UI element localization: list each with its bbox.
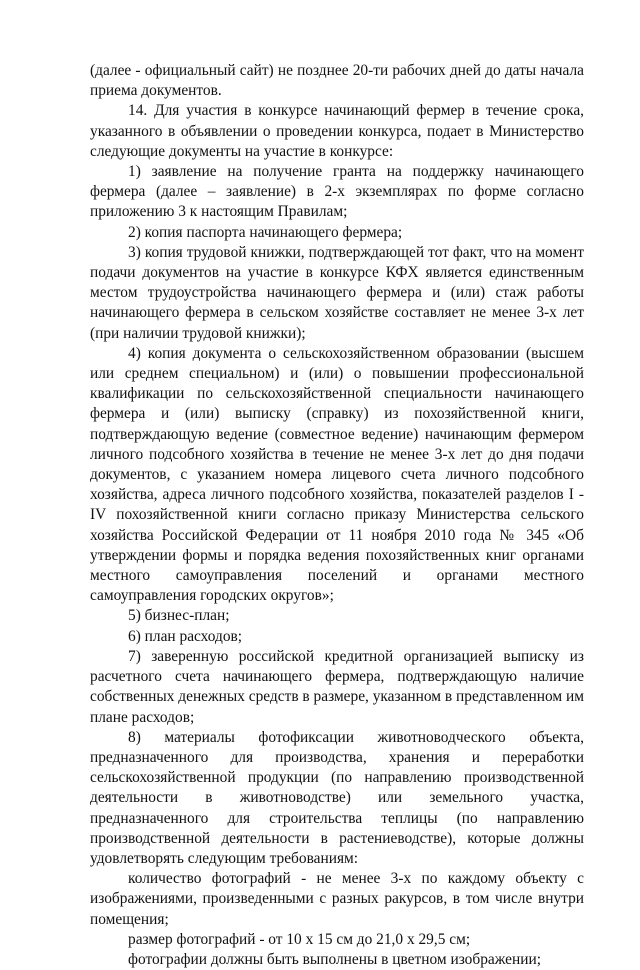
requirement-photo-count: количество фотографий - не менее 3-х по каждому объекту с изображениями, произведенными с разных ракурсов, в том числе внутри помещения;	[90, 870, 584, 928]
list-item-4: 4) копия документа о сельскохозяйственном образовании (высшем или среднем специальном) и (или) о повышении профессиональной квалификации по сельскохозяйственной специальности начинающего фермера и (или) выписку (справку) из похозяйственной книги, подтверждающую ведение (совместное ведение) начинающим фермером личного подсобного хозяйства в течение не менее 3-х лет до дня подачи документов, с указанием номера лицевого счета личного подсобного хозяйства, адреса личного подсобного хозяйства, показателей разделов I - IV похозяйственной книги согласно приказу Министерства сельского хозяйства Российской Федерации от 11 ноября 2010 года № 345 «Об утверждении формы и порядка ведения похозяйственных книг органами местного самоуправления поселений и органами местного самоуправления городских округов»;	[90, 344, 584, 605]
list-item-1: 1) заявление на получение гранта на поддержку начинающего фермера (далее – заявление) в 2-х экземплярах по форме согласно приложению 3 к настоящим Правилам;	[90, 163, 584, 221]
list-item-3: 3) копия трудовой книжки, подтверждающей тот факт, что на момент подачи документов на участие в конкурсе КФХ является единственным местом трудоустройства начинающего фермера и (или) стаж работы начинающего фермера в сельском хозяйстве составляет не менее 3-х лет (при наличии трудовой книжки);	[90, 243, 584, 342]
paragraph-14: 14. Для участия в конкурсе начинающий фермер в течение срока, указанного в объявлении о проведении конкурса, подает в Министерство следующие документы на участие в конкурсе:	[90, 102, 584, 160]
document-page	[90, 61, 584, 970]
list-item-5: 5) бизнес-план;	[128, 607, 230, 625]
list-item-6: 6) план расходов;	[128, 627, 243, 645]
paragraph-official-site: (далее - официальный сайт) не позднее 20-ти рабочих дней до даты начала приема документов.	[90, 62, 584, 100]
requirement-photo-size: размер фотографий - от 10 х 15 см до 21,0 х 29,5 см;	[128, 930, 471, 948]
list-item-2: 2) копия паспорта начинающего фермера;	[128, 223, 403, 241]
list-item-7: 7) заверенную российской кредитной организацией выписку из расчетного счета начинающего фермера, подтверждающую наличие собственных денежных средств в размере, указанном в представленном им плане расходов;	[90, 647, 584, 726]
requirement-photo-color: фотографии должны быть выполнены в цветном изображении;	[128, 950, 541, 968]
list-item-8: 8) материалы фотофиксации животноводческого объекта, предназначенного для производства, хранения и переработки сельскохозяйственной продукции (по направлению производственной деятельности в животноводстве) или земельного участка, предназначенного для строительства теплицы (по направлению производственной деятельности в растениеводстве), которые должны удовлетворять следующим требованиям:	[90, 728, 584, 867]
